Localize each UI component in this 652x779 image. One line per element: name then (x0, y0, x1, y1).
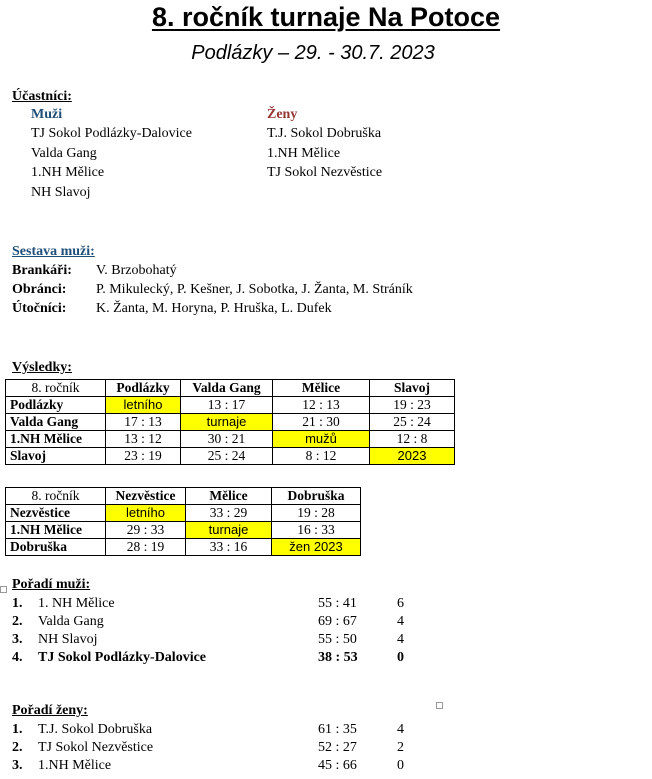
column-header: Dobruška (272, 488, 361, 505)
standings-women-heading: Pořadí ženy: (12, 703, 88, 718)
women-participant: TJ Sokol Nezvěstice (267, 165, 383, 180)
table-cell: žen 2023 (272, 539, 361, 556)
results-heading: Výsledky: (12, 360, 72, 375)
men-participant: TJ Sokol Podlázky-Dalovice (31, 126, 192, 141)
table-cell: 12 : 8 (370, 431, 455, 448)
standing-points: 2 (397, 740, 404, 755)
row-header: Nezvěstice (6, 505, 106, 522)
table-cell: 13 : 12 (106, 431, 181, 448)
anchor-marker-icon (436, 702, 443, 709)
lineup-role: Útočníci: (12, 301, 67, 316)
standing-points: 0 (397, 758, 404, 773)
table-cell: 29 : 33 (106, 522, 186, 539)
table-header-row (6, 380, 455, 397)
standings-men-heading: Pořadí muži: (12, 577, 91, 592)
lineup-heading: Sestava muži: (12, 244, 95, 259)
table-cell: 23 : 19 (106, 448, 181, 465)
table-cell: 25 : 24 (181, 448, 273, 465)
table-cell: mužů (273, 431, 370, 448)
table-cell: turnaje (186, 522, 272, 539)
men-results-table (5, 379, 455, 465)
table-cell: turnaje (181, 414, 273, 431)
page-subtitle: Podlázky – 29. - 30.7. 2023 (191, 42, 435, 64)
table-cell: 12 : 13 (273, 397, 370, 414)
row-header: 1.NH Mělice (6, 431, 106, 448)
column-header: Mělice (186, 488, 272, 505)
table-cell: 25 : 24 (370, 414, 455, 431)
table-corner: 8. ročník (6, 380, 106, 397)
table-cell: 30 : 21 (181, 431, 273, 448)
row-header: Slavoj (6, 448, 106, 465)
standing-score: 45 : 66 (318, 758, 357, 773)
column-header: Nezvěstice (106, 488, 186, 505)
standing-rank: 3. (12, 632, 23, 647)
table-cell: 33 : 16 (186, 539, 272, 556)
row-header: Valda Gang (6, 414, 106, 431)
table-cell: 28 : 19 (106, 539, 186, 556)
standing-rank: 1. (12, 722, 23, 737)
row-header: Podlázky (6, 397, 106, 414)
lineup-role: Brankáři: (12, 263, 72, 278)
table-cell: 16 : 33 (272, 522, 361, 539)
standing-team: T.J. Sokol Dobruška (38, 722, 153, 737)
standing-score: 55 : 41 (318, 596, 357, 611)
page-title (0, 2, 652, 33)
standing-score: 69 : 67 (318, 614, 357, 629)
standing-points: 6 (397, 596, 404, 611)
lineup-names: V. Brzobohatý (96, 263, 177, 278)
standing-rank: 4. (12, 650, 23, 665)
men-participant: Valda Gang (31, 146, 97, 161)
table-row (6, 539, 361, 556)
column-header: Mělice (273, 380, 370, 397)
standing-points: 4 (397, 722, 404, 737)
table-row (6, 448, 455, 465)
lineup-names: K. Žanta, M. Horyna, P. Hruška, L. Dufek (96, 301, 332, 316)
standing-points: 4 (397, 632, 404, 647)
table-row (6, 522, 361, 539)
table-row (6, 397, 455, 414)
standing-score: 61 : 35 (318, 722, 357, 737)
table-cell: 2023 (370, 448, 455, 465)
standing-rank: 3. (12, 758, 23, 773)
table-cell: 17 : 13 (106, 414, 181, 431)
men-participant: NH Slavoj (31, 185, 91, 200)
standing-team: 1.NH Mělice (38, 758, 112, 773)
men-participant: 1.NH Mělice (31, 165, 105, 180)
women-participant: T.J. Sokol Dobruška (267, 126, 382, 141)
anchor-marker-icon (0, 586, 7, 593)
column-header: Valda Gang (181, 380, 273, 397)
standing-rank: 2. (12, 740, 23, 755)
column-header: Slavoj (370, 380, 455, 397)
table-cell: 19 : 23 (370, 397, 455, 414)
table-cell: 19 : 28 (272, 505, 361, 522)
standing-team: 1. NH Mělice (38, 596, 115, 611)
table-row (6, 431, 455, 448)
table-cell: 8 : 12 (273, 448, 370, 465)
standing-points: 4 (397, 614, 404, 629)
standing-rank: 1. (12, 596, 23, 611)
standing-score: 38 : 53 (318, 650, 358, 665)
column-header: Podlázky (106, 380, 181, 397)
lineup-names: P. Mikulecký, P. Kešner, J. Sobotka, J. Žanta, M. Stráník (96, 282, 413, 297)
standing-points: 0 (397, 650, 404, 665)
women-participant: 1.NH Mělice (267, 146, 341, 161)
standing-team: TJ Sokol Podlázky-Dalovice (38, 650, 207, 665)
participants-heading: Účastníci: (12, 89, 72, 104)
table-cell: 13 : 17 (181, 397, 273, 414)
table-cell: 21 : 30 (273, 414, 370, 431)
table-header-row (6, 488, 361, 505)
standing-team: NH Slavoj (38, 632, 98, 647)
row-header: Dobruška (6, 539, 106, 556)
table-row (6, 414, 455, 431)
men-label: Muži (31, 107, 63, 122)
standing-score: 52 : 27 (318, 740, 357, 755)
lineup-role: Obránci: (12, 282, 67, 297)
table-cell: letního (106, 505, 186, 522)
table-corner: 8. ročník (6, 488, 106, 505)
row-header: 1.NH Mělice (6, 522, 106, 539)
women-results-table (5, 487, 361, 556)
standing-score: 55 : 50 (318, 632, 357, 647)
standing-team: Valda Gang (38, 614, 104, 629)
standing-team: TJ Sokol Nezvěstice (38, 740, 154, 755)
table-cell: 33 : 29 (186, 505, 272, 522)
women-label: Ženy (267, 107, 298, 122)
table-cell: letního (106, 397, 181, 414)
standing-rank: 2. (12, 614, 23, 629)
page-title-text: 8. ročník turnaje Na Potoce (151, 2, 501, 32)
table-row (6, 505, 361, 522)
